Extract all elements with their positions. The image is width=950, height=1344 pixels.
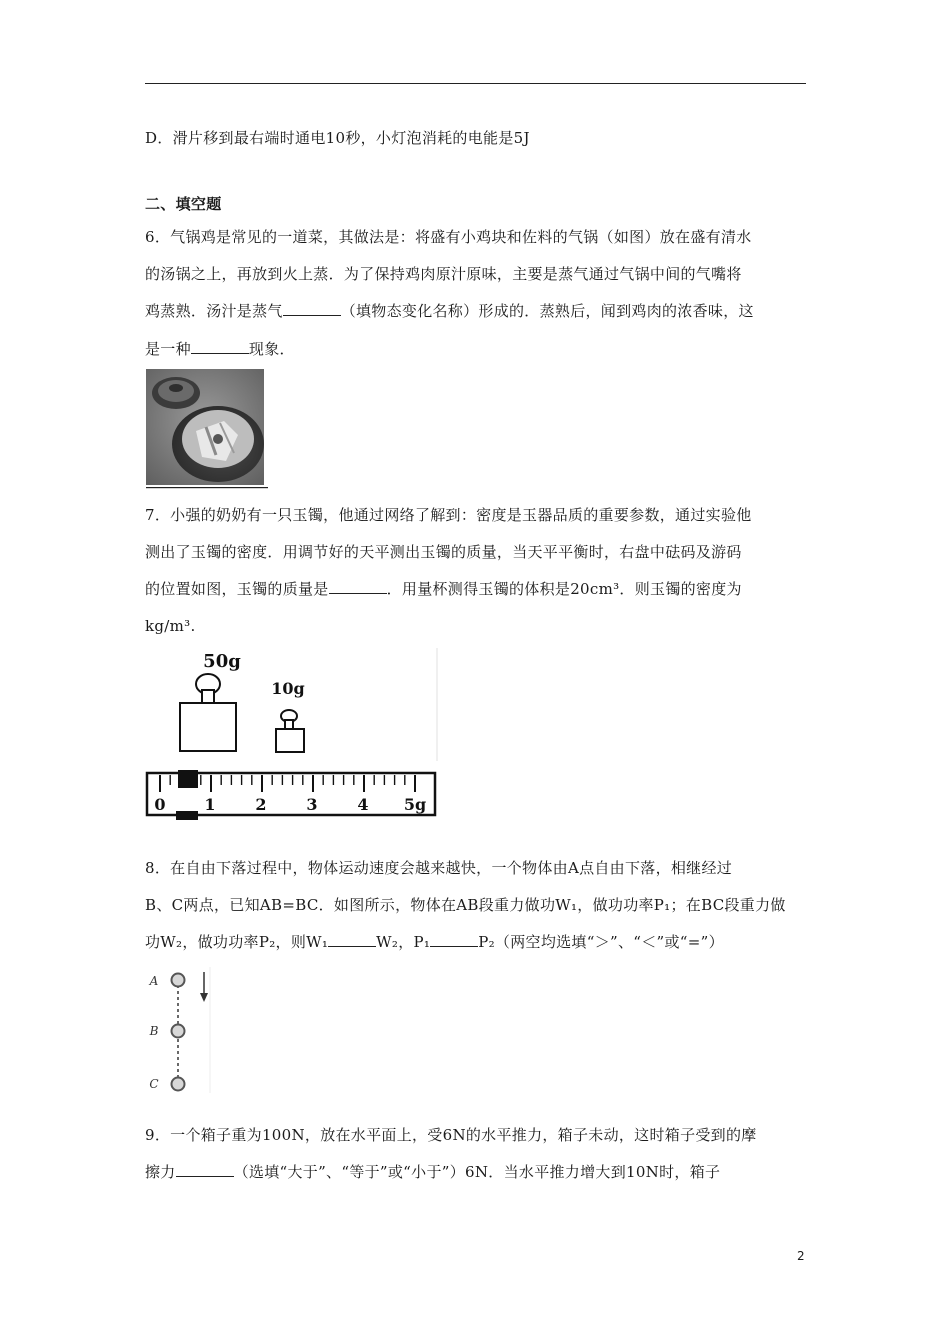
q6-text-3a: 鸡蒸熟．汤汁是蒸气: [145, 302, 283, 320]
steam-pot-photo: [146, 369, 268, 491]
q8-line-3: [145, 932, 724, 952]
scale-label-1: 1: [204, 795, 216, 814]
q7-blank-1[interactable]: [329, 579, 387, 594]
q6-text-4b: 现象．: [248, 340, 295, 358]
rider-top: [178, 770, 198, 788]
point-c-label: C: [149, 1077, 159, 1091]
q7-line-3: [145, 579, 742, 599]
q6-line-3: [145, 301, 754, 321]
q6-blank-2[interactable]: [191, 339, 249, 354]
q8-line-2: B、C两点，已知AB=BC．如图所示，物体在AB段重力做功W₁，做功功率P₁；在BC段重力做: [145, 896, 786, 914]
q8-line-1: 8．在自由下落过程中，物体运动速度会越来越快，一个物体由A点自由下落，相继经过: [145, 859, 733, 877]
q6-blank-1[interactable]: [283, 301, 341, 316]
point-a-label: A: [149, 974, 159, 988]
q9-line-2: [145, 1162, 720, 1182]
q9-blank-1[interactable]: [176, 1162, 234, 1177]
ball-c: [172, 1078, 185, 1091]
rider-scale: [147, 770, 435, 820]
scale-label-0: 0: [154, 795, 166, 814]
rider-bottom: [176, 811, 198, 820]
q6-text-3b: （填物态变化名称）形成的．蒸熟后，闻到鸡肉的浓香味，这: [340, 302, 754, 320]
q9-text-2a: 擦力: [145, 1163, 176, 1181]
q8-blank-1[interactable]: [328, 932, 376, 947]
free-fall-figure: [144, 965, 220, 1097]
q8-text-3b: W₂，P₁: [376, 933, 431, 951]
q8-blank-2[interactable]: [430, 932, 478, 947]
scale-label-5: 5g: [403, 795, 427, 814]
down-arrow-icon: [200, 972, 208, 1002]
ball-a: [172, 974, 185, 987]
option-d: D．滑片移到最右端时通电10秒，小灯泡消耗的电能是5J: [145, 129, 530, 147]
q6-line-1: 6．气锅鸡是常见的一道菜，其做法是：将盛有小鸡块和佐料的气锅（如图）放在盛有清水: [145, 228, 752, 246]
ball-b: [172, 1025, 185, 1038]
q6-text-4a: 是一种: [145, 340, 191, 358]
scale-label-2: 2: [255, 795, 267, 814]
point-b-label: B: [149, 1024, 159, 1038]
q7-line-1: 7．小强的奶奶有一只玉镯，他通过网络了解到：密度是玉器品质的重要参数，通过实验他: [145, 506, 752, 524]
q7-line-2: 测出了玉镯的密度．用调节好的天平测出玉镯的质量，当天平平衡时，右盘中砝码及游码: [145, 543, 742, 561]
q9-text-2b: （选填“大于”、“等于”或“小于”）6N．当水平推力增大到10N时，箱子: [233, 1163, 721, 1181]
header-rule: [145, 83, 806, 84]
q8-text-3c: P₂（两空均选填“＞”、“＜”或“=”）: [478, 933, 724, 951]
q6-line-4: [145, 339, 295, 359]
q7-text-3b: ．用量杯测得玉镯的体积是20cm³．则玉镯的密度为: [386, 580, 742, 598]
weight-10g-label: 10g: [271, 679, 305, 698]
q7-line-4: kg/m³.: [145, 617, 196, 635]
q7-text-3a: 的位置如图，玉镯的质量是: [145, 580, 329, 598]
weight-50g-label: 50g: [203, 651, 241, 672]
page-number: 2: [797, 1249, 805, 1263]
q6-line-2: 的汤锅之上，再放到火上蒸．为了保持鸡肉原汁原味，主要是蒸气通过气锅中间的气嘴将: [145, 265, 742, 283]
section-title: 二、填空题: [145, 195, 222, 213]
scale-label-3: 3: [306, 795, 318, 814]
balance-weights-figure: [144, 646, 440, 824]
q8-text-3a: 功W₂，做功功率P₂，则W₁: [145, 933, 329, 951]
q9-line-1: 9．一个箱子重为100N，放在水平面上，受6N的水平推力，箱子未动，这时箱子受到的摩: [145, 1126, 757, 1144]
scale-label-4: 4: [357, 795, 369, 814]
